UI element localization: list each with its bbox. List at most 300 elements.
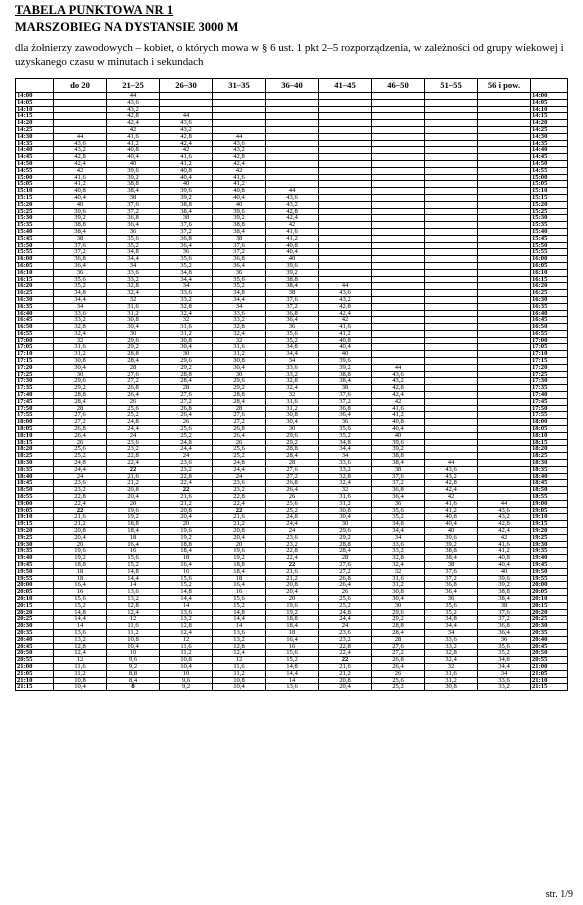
points-cell: 20,8 xyxy=(213,528,266,535)
points-cell: 12,8 xyxy=(107,602,160,609)
points-cell: 42,8 xyxy=(213,154,266,161)
table-row xyxy=(16,262,568,269)
table-row xyxy=(16,147,568,154)
points-cell: 20 xyxy=(54,541,107,548)
points-cell: 21,6 xyxy=(266,568,319,575)
table-row xyxy=(16,181,568,188)
points-cell: 37,2 xyxy=(213,249,266,256)
points-cell: 40 xyxy=(213,201,266,208)
points-cell: 32 xyxy=(160,317,213,324)
time-cell: 18:00 xyxy=(531,419,568,426)
table-row xyxy=(16,575,568,582)
points-cell: 30,4 xyxy=(54,364,107,371)
time-cell: 15:45 xyxy=(16,235,54,242)
table-row xyxy=(16,555,568,562)
points-cell: 25,6 xyxy=(213,446,266,453)
points-cell xyxy=(372,262,425,269)
time-cell: 16:05 xyxy=(531,262,568,269)
points-cell: 33,2 xyxy=(319,466,372,473)
points-cell: 27,6 xyxy=(213,412,266,419)
points-cell: 38,4 xyxy=(107,188,160,195)
points-cell: 31,2 xyxy=(107,310,160,317)
points-cell: 41,6 xyxy=(319,324,372,331)
time-cell: 18:15 xyxy=(16,439,54,446)
points-cell xyxy=(213,126,266,133)
time-cell: 16:50 xyxy=(531,324,568,331)
points-cell: 36 xyxy=(54,269,107,276)
points-cell: 37,6 xyxy=(213,242,266,249)
points-cell xyxy=(372,174,425,181)
time-cell: 18:35 xyxy=(16,466,54,473)
points-cell: 12 xyxy=(107,616,160,623)
points-cell: 31,6 xyxy=(372,575,425,582)
points-cell xyxy=(266,133,319,140)
points-cell: 28,8 xyxy=(160,371,213,378)
points-cell: 36,4 xyxy=(160,242,213,249)
points-cell: 36 xyxy=(160,249,213,256)
points-cell: 14,4 xyxy=(107,575,160,582)
time-cell: 19:40 xyxy=(531,555,568,562)
time-cell: 20:40 xyxy=(531,636,568,643)
points-cell: 27,2 xyxy=(107,378,160,385)
points-cell xyxy=(319,181,372,188)
time-cell: 19:40 xyxy=(16,555,54,562)
points-cell: 13,2 xyxy=(213,636,266,643)
header-age-group: 41–45 xyxy=(319,79,372,93)
points-cell: 27,2 xyxy=(160,398,213,405)
points-cell xyxy=(425,167,478,174)
header-time-left xyxy=(16,79,54,93)
points-cell xyxy=(425,344,478,351)
time-cell: 15:30 xyxy=(531,215,568,222)
points-cell: 37,2 xyxy=(425,575,478,582)
points-cell: 10 xyxy=(107,650,160,657)
points-cell: 28 xyxy=(213,405,266,412)
points-cell: 44 xyxy=(478,500,531,507)
points-cell xyxy=(425,303,478,310)
points-cell xyxy=(372,337,425,344)
points-cell: 38,4 xyxy=(319,378,372,385)
time-cell: 14:10 xyxy=(531,106,568,113)
points-cell xyxy=(425,120,478,127)
points-cell xyxy=(160,106,213,113)
points-cell xyxy=(319,269,372,276)
points-cell: 32,4 xyxy=(266,385,319,392)
points-cell: 44 xyxy=(425,460,478,467)
time-cell: 18:40 xyxy=(16,473,54,480)
time-cell: 20:25 xyxy=(16,616,54,623)
time-cell: 19:55 xyxy=(16,575,54,582)
points-cell xyxy=(372,167,425,174)
time-cell: 19:15 xyxy=(16,521,54,528)
points-cell xyxy=(425,93,478,100)
points-cell: 10,4 xyxy=(213,684,266,691)
points-cell: 23,2 xyxy=(266,541,319,548)
time-cell: 21:00 xyxy=(16,663,54,670)
time-cell: 19:45 xyxy=(16,561,54,568)
points-cell: 30 xyxy=(160,351,213,358)
points-cell: 32 xyxy=(266,392,319,399)
points-cell xyxy=(478,364,531,371)
points-cell: 30,8 xyxy=(425,684,478,691)
table-row xyxy=(16,126,568,133)
time-cell: 17:20 xyxy=(16,364,54,371)
time-cell: 14:05 xyxy=(531,99,568,106)
time-cell: 18:05 xyxy=(16,426,54,433)
points-cell: 40,4 xyxy=(54,194,107,201)
points-cell: 23,2 xyxy=(54,487,107,494)
points-cell: 34,4 xyxy=(478,663,531,670)
score-table xyxy=(15,78,568,691)
points-cell: 32,8 xyxy=(213,324,266,331)
time-cell: 20:25 xyxy=(531,616,568,623)
points-cell xyxy=(425,364,478,371)
time-cell: 16:55 xyxy=(16,330,54,337)
points-cell: 38 xyxy=(478,602,531,609)
time-cell: 21:05 xyxy=(531,670,568,677)
header-age-group: 46–50 xyxy=(372,79,425,93)
points-cell: 34 xyxy=(160,283,213,290)
points-cell: 43,6 xyxy=(160,120,213,127)
points-cell: 28 xyxy=(266,460,319,467)
points-cell: 24,4 xyxy=(213,466,266,473)
points-cell xyxy=(478,324,531,331)
points-cell: 28,4 xyxy=(54,398,107,405)
time-cell: 16:05 xyxy=(16,262,54,269)
table-row xyxy=(16,358,568,365)
points-cell: 26,8 xyxy=(372,657,425,664)
table-row xyxy=(16,133,568,140)
points-cell: 10,8 xyxy=(54,677,107,684)
time-cell: 20:10 xyxy=(531,595,568,602)
table-row xyxy=(16,629,568,636)
points-cell: 26,8 xyxy=(107,385,160,392)
points-cell: 26,4 xyxy=(213,432,266,439)
table-row xyxy=(16,507,568,514)
points-cell: 40,4 xyxy=(372,426,425,433)
time-cell: 20:20 xyxy=(531,609,568,616)
time-cell: 14:45 xyxy=(531,154,568,161)
points-cell xyxy=(478,290,531,297)
points-cell: 20,4 xyxy=(319,684,372,691)
points-cell: 29,6 xyxy=(372,609,425,616)
points-cell xyxy=(478,93,531,100)
points-cell: 21,2 xyxy=(54,521,107,528)
points-cell: 14 xyxy=(54,623,107,630)
time-cell: 15:00 xyxy=(531,174,568,181)
table-row xyxy=(16,378,568,385)
time-cell: 18:30 xyxy=(531,460,568,467)
table-row xyxy=(16,534,568,541)
points-cell: 36,4 xyxy=(372,494,425,501)
points-cell xyxy=(266,140,319,147)
points-cell: 43,6 xyxy=(319,290,372,297)
points-cell xyxy=(372,99,425,106)
time-cell: 18:20 xyxy=(531,446,568,453)
points-cell xyxy=(372,235,425,242)
points-cell: 31,2 xyxy=(54,351,107,358)
points-cell xyxy=(372,222,425,229)
document-description: dla żołnierzy zawodowych – kobiet, o których mowa w § 6 ust. 1 pkt 2–5 rozporządzenia, w zależności od grupy wiekowej i uzyskanego czasu w minutach i sekundach xyxy=(15,42,564,68)
time-cell: 14:40 xyxy=(16,147,54,154)
time-cell: 17:45 xyxy=(531,398,568,405)
points-cell xyxy=(478,460,531,467)
points-cell xyxy=(213,93,266,100)
points-cell: 31,6 xyxy=(425,670,478,677)
table-row xyxy=(16,412,568,419)
points-cell: 13,6 xyxy=(213,629,266,636)
points-cell xyxy=(425,133,478,140)
table-row xyxy=(16,208,568,215)
time-cell: 15:50 xyxy=(531,242,568,249)
points-cell: 25,2 xyxy=(372,684,425,691)
points-cell: 39,2 xyxy=(319,364,372,371)
points-cell: 33,2 xyxy=(54,317,107,324)
points-cell: 28 xyxy=(160,385,213,392)
table-row xyxy=(16,521,568,528)
points-cell: 24,8 xyxy=(319,609,372,616)
points-cell: 24,8 xyxy=(213,460,266,467)
table-row xyxy=(16,269,568,276)
points-cell xyxy=(478,358,531,365)
time-cell: 15:15 xyxy=(16,194,54,201)
points-cell: 20,4 xyxy=(107,494,160,501)
table-row xyxy=(16,194,568,201)
points-cell xyxy=(478,120,531,127)
points-cell: 20,4 xyxy=(213,534,266,541)
time-cell: 21:15 xyxy=(16,684,54,691)
points-cell: 25,6 xyxy=(319,595,372,602)
points-cell: 43,2 xyxy=(319,296,372,303)
points-cell xyxy=(425,174,478,181)
points-cell xyxy=(266,99,319,106)
points-cell: 35,2 xyxy=(425,609,478,616)
points-cell: 36 xyxy=(319,419,372,426)
table-row xyxy=(16,106,568,113)
points-cell: 30,4 xyxy=(266,419,319,426)
points-cell: 15,2 xyxy=(266,657,319,664)
points-cell xyxy=(478,167,531,174)
points-cell: 36 xyxy=(425,595,478,602)
points-cell: 24 xyxy=(213,473,266,480)
points-cell: 32,4 xyxy=(213,330,266,337)
points-cell: 40 xyxy=(319,351,372,358)
points-cell xyxy=(478,262,531,269)
table-row xyxy=(16,276,568,283)
points-cell xyxy=(319,174,372,181)
points-cell: 35,2 xyxy=(319,432,372,439)
points-cell: 34,4 xyxy=(107,256,160,263)
points-cell: 40,4 xyxy=(319,344,372,351)
points-cell: 29,2 xyxy=(266,439,319,446)
points-cell: 23,6 xyxy=(107,439,160,446)
points-cell: 15,2 xyxy=(160,582,213,589)
points-cell: 44 xyxy=(266,188,319,195)
points-cell: 40,8 xyxy=(160,167,213,174)
points-cell: 10,8 xyxy=(160,657,213,664)
points-cell xyxy=(319,222,372,229)
table-row xyxy=(16,663,568,670)
points-cell: 38,4 xyxy=(213,228,266,235)
points-cell: 41,2 xyxy=(425,507,478,514)
time-cell: 15:05 xyxy=(16,181,54,188)
header-age-group: 26–30 xyxy=(160,79,213,93)
points-cell: 26,8 xyxy=(213,426,266,433)
points-cell: 41,6 xyxy=(107,133,160,140)
points-cell: 26 xyxy=(213,439,266,446)
points-cell xyxy=(372,269,425,276)
points-cell: 40,4 xyxy=(425,521,478,528)
points-cell: 28,4 xyxy=(266,453,319,460)
table-row xyxy=(16,160,568,167)
table-row xyxy=(16,426,568,433)
points-cell: 26 xyxy=(160,419,213,426)
time-cell: 16:00 xyxy=(531,256,568,263)
header-time-right xyxy=(531,79,568,93)
points-cell: 36,8 xyxy=(213,256,266,263)
time-cell: 15:50 xyxy=(16,242,54,249)
time-cell: 16:20 xyxy=(531,283,568,290)
points-cell: 8 xyxy=(107,684,160,691)
time-cell: 15:10 xyxy=(16,188,54,195)
points-cell: 22,8 xyxy=(213,494,266,501)
time-cell: 14:35 xyxy=(531,140,568,147)
points-cell: 35,2 xyxy=(54,283,107,290)
points-cell: 35,2 xyxy=(266,337,319,344)
points-cell: 11,2 xyxy=(213,670,266,677)
points-cell: 14,8 xyxy=(54,609,107,616)
points-cell: 40 xyxy=(425,528,478,535)
points-cell: 15,6 xyxy=(266,650,319,657)
points-cell: 30,8 xyxy=(266,412,319,419)
points-cell: 34 xyxy=(425,629,478,636)
points-cell xyxy=(478,154,531,161)
points-cell: 32,8 xyxy=(319,473,372,480)
points-cell: 33,6 xyxy=(54,310,107,317)
points-cell: 19,2 xyxy=(160,534,213,541)
table-row xyxy=(16,541,568,548)
points-cell: 22,4 xyxy=(160,480,213,487)
points-cell: 32,4 xyxy=(425,657,478,664)
points-cell: 37,2 xyxy=(107,208,160,215)
points-cell xyxy=(425,371,478,378)
points-cell: 22,8 xyxy=(319,643,372,650)
points-cell: 43,2 xyxy=(478,514,531,521)
time-cell: 19:15 xyxy=(531,521,568,528)
points-cell: 29,6 xyxy=(107,337,160,344)
time-cell: 18:55 xyxy=(16,494,54,501)
points-cell: 20 xyxy=(107,500,160,507)
points-cell: 26,8 xyxy=(266,480,319,487)
points-cell xyxy=(478,405,531,412)
points-cell: 37,6 xyxy=(107,201,160,208)
points-cell: 36 xyxy=(372,500,425,507)
points-cell: 32,4 xyxy=(54,330,107,337)
points-cell: 36,4 xyxy=(478,629,531,636)
points-cell xyxy=(425,201,478,208)
table-row xyxy=(16,595,568,602)
time-cell: 19:25 xyxy=(531,534,568,541)
points-cell: 39,6 xyxy=(160,188,213,195)
points-cell: 24,4 xyxy=(107,426,160,433)
table-row xyxy=(16,283,568,290)
time-cell: 17:40 xyxy=(531,392,568,399)
table-row xyxy=(16,473,568,480)
points-cell: 38 xyxy=(160,215,213,222)
points-cell xyxy=(319,215,372,222)
points-cell xyxy=(372,133,425,140)
points-cell: 35,2 xyxy=(107,242,160,249)
points-cell: 32,4 xyxy=(107,290,160,297)
time-cell: 15:05 xyxy=(531,181,568,188)
points-cell: 28,8 xyxy=(372,623,425,630)
points-cell: 34 xyxy=(266,358,319,365)
time-cell: 18:45 xyxy=(16,480,54,487)
points-cell: 22,4 xyxy=(266,555,319,562)
points-cell xyxy=(478,426,531,433)
points-cell: 26 xyxy=(319,589,372,596)
points-cell: 30,8 xyxy=(372,589,425,596)
points-cell xyxy=(425,330,478,337)
points-cell: 36,4 xyxy=(425,589,478,596)
points-cell: 38 xyxy=(54,235,107,242)
points-cell: 39,2 xyxy=(266,269,319,276)
points-cell: 33,6 xyxy=(266,364,319,371)
time-cell: 19:45 xyxy=(531,561,568,568)
points-cell: 10,4 xyxy=(160,663,213,670)
points-cell xyxy=(319,228,372,235)
points-cell xyxy=(425,310,478,317)
points-cell: 19,6 xyxy=(107,507,160,514)
points-cell: 27,6 xyxy=(160,392,213,399)
points-cell: 40,8 xyxy=(319,337,372,344)
points-cell: 30 xyxy=(107,330,160,337)
points-cell xyxy=(372,194,425,201)
table-row xyxy=(16,677,568,684)
points-cell: 18 xyxy=(213,575,266,582)
points-cell xyxy=(478,269,531,276)
points-cell: 40 xyxy=(107,160,160,167)
points-cell: 33,6 xyxy=(319,460,372,467)
points-cell: 34,4 xyxy=(425,623,478,630)
time-cell: 17:00 xyxy=(16,337,54,344)
points-cell: 23,6 xyxy=(319,629,372,636)
time-cell: 18:10 xyxy=(16,432,54,439)
points-cell: 42,4 xyxy=(160,140,213,147)
points-cell xyxy=(478,160,531,167)
points-cell xyxy=(54,99,107,106)
points-cell: 22,4 xyxy=(107,460,160,467)
points-cell: 32,8 xyxy=(107,283,160,290)
points-cell xyxy=(478,133,531,140)
points-cell: 33,2 xyxy=(160,296,213,303)
points-cell: 42 xyxy=(319,317,372,324)
points-cell: 36,4 xyxy=(54,262,107,269)
points-cell: 43,6 xyxy=(54,140,107,147)
points-cell: 11,2 xyxy=(160,650,213,657)
points-cell: 27,6 xyxy=(266,466,319,473)
points-cell: 13,6 xyxy=(266,684,319,691)
points-cell: 38,4 xyxy=(266,283,319,290)
time-cell: 17:45 xyxy=(16,398,54,405)
points-cell: 36 xyxy=(107,228,160,235)
time-cell: 16:15 xyxy=(16,276,54,283)
points-cell xyxy=(425,453,478,460)
points-cell: 38,8 xyxy=(107,181,160,188)
points-cell: 34,8 xyxy=(160,269,213,276)
points-cell: 13,6 xyxy=(54,629,107,636)
points-cell xyxy=(425,160,478,167)
